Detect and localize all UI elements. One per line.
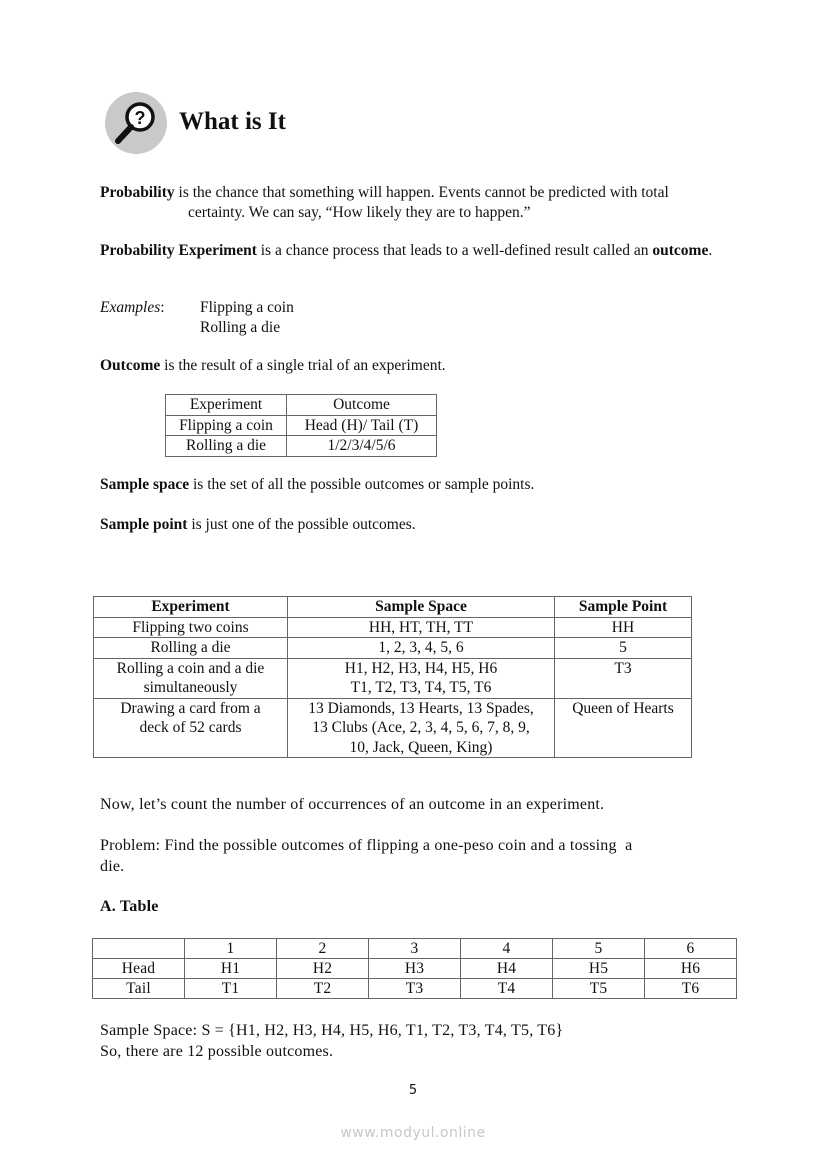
column-header: 5	[553, 939, 645, 959]
table-cell	[94, 638, 288, 659]
column-header: Sample Space	[288, 597, 555, 618]
definition-text: is the result of a single trial of an experiment.	[160, 357, 446, 374]
column-header	[93, 939, 185, 959]
problem-line: die.	[100, 857, 125, 875]
table-cell: 1/2/3/4/5/6	[287, 436, 437, 457]
column-header: 6	[645, 939, 737, 959]
table-cell	[94, 658, 288, 698]
magnifier-question-icon	[104, 91, 168, 155]
column-header: 3	[369, 939, 461, 959]
column-header: Experiment	[94, 597, 288, 618]
term: Sample space	[100, 476, 190, 493]
term: Probability	[100, 184, 175, 201]
probability-definition	[100, 183, 727, 223]
punctuation: :	[160, 299, 165, 316]
page-title: What is It	[179, 108, 286, 135]
term: Outcome	[100, 357, 161, 374]
table-cell	[288, 698, 555, 758]
table-cell: 5	[555, 638, 692, 659]
table-row	[94, 658, 692, 698]
counting-intro: Now, let’s count the number of occurrences of an outcome in an experiment.	[100, 796, 605, 813]
column-header: Outcome	[287, 395, 437, 416]
list-item: Flipping a coin	[200, 299, 294, 316]
cell-line: 1, 2, 3, 4, 5, 6	[378, 639, 464, 656]
term: outcome	[652, 242, 709, 259]
cell-line: Flipping two coins	[132, 618, 249, 636]
cell-line: 13 Diamonds, 13 Hearts, 13 Spades,	[308, 699, 534, 717]
examples-block	[100, 298, 165, 318]
table-row	[166, 436, 437, 457]
sample-space-statement: Sample Space: S = {H1, H2, H3, H4, H5, H6, T1, T2, T3, T4, T5, T6}	[100, 1022, 564, 1039]
sample-space-definition	[100, 475, 727, 495]
table-cell	[288, 658, 555, 698]
table-cell: T6	[645, 979, 737, 999]
outcome-definition	[100, 356, 727, 376]
cell-line: simultaneously	[143, 679, 238, 696]
outcome-count-statement: So, there are 12 possible outcomes.	[100, 1043, 334, 1060]
cell-line: Drawing a card from a	[120, 699, 261, 717]
conclusion	[100, 1020, 563, 1062]
term: Sample point	[100, 516, 188, 533]
outcomes-grid-table	[92, 938, 737, 999]
table-cell: H6	[645, 959, 737, 979]
table-cell: H3	[369, 959, 461, 979]
section-title: A. Table	[100, 898, 159, 915]
table-cell: HH	[555, 617, 692, 638]
table-cell: T3	[555, 658, 692, 698]
watermark: www.modyul.online	[340, 1125, 486, 1141]
row-header: Head	[93, 959, 185, 979]
table-row	[166, 415, 437, 436]
term: Probability Experiment	[100, 242, 257, 259]
table-cell: Head (H)/ Tail (T)	[287, 415, 437, 436]
cell-line: T1, T2, T3, T4, T5, T6	[350, 679, 492, 696]
problem-statement	[100, 836, 727, 877]
cell-line: Rolling a coin and a die	[116, 659, 265, 677]
table-cell: H1	[185, 959, 277, 979]
column-header: Sample Point	[555, 597, 692, 618]
table-row	[94, 617, 692, 638]
table-cell: T5	[553, 979, 645, 999]
cell-line: 13 Clubs (Ace, 2, 3, 4, 5, 6, 7, 8, 9,	[312, 719, 530, 736]
table-cell: T4	[461, 979, 553, 999]
table-cell: T1	[185, 979, 277, 999]
table-cell: T3	[369, 979, 461, 999]
definition-text: is a chance process that leads to a well-defined result called an	[256, 242, 653, 259]
cell-line: deck of 52 cards	[139, 719, 242, 736]
column-header: Experiment	[166, 395, 287, 416]
definition-text: is just one of the possible outcomes.	[187, 516, 416, 533]
cell-line: HH, HT, TH, TT	[368, 618, 474, 636]
column-header: 2	[277, 939, 369, 959]
table-header-row	[166, 395, 437, 416]
examples-label: Examples	[100, 299, 161, 316]
punctuation: .	[708, 242, 713, 259]
table-cell: H4	[461, 959, 553, 979]
table-cell	[94, 617, 288, 638]
list-item: Rolling a die	[200, 319, 281, 336]
table-cell: Queen of Hearts	[555, 698, 692, 758]
table-cell: H2	[277, 959, 369, 979]
table-row	[93, 959, 737, 979]
table-header-row	[93, 939, 737, 959]
definition-text: is the set of all the possible outcomes or sample points.	[189, 476, 535, 493]
definition-text: is the chance that something will happen. Events cannot be predicted with total	[174, 184, 669, 201]
probability-experiment-definition	[100, 241, 727, 261]
definition-text: certainty. We can say, “How likely they are to happen.”	[188, 204, 531, 221]
svg-text:?: ?	[134, 108, 146, 128]
column-header: 1	[185, 939, 277, 959]
examples-list	[200, 298, 294, 338]
table-cell	[288, 617, 555, 638]
table-header-row	[94, 597, 692, 618]
table-cell: H5	[553, 959, 645, 979]
cell-line: H1, H2, H3, H4, H5, H6	[344, 659, 498, 677]
column-header: 4	[461, 939, 553, 959]
table-cell: Rolling a die	[166, 436, 287, 457]
table-cell	[94, 698, 288, 758]
table-cell: T2	[277, 979, 369, 999]
row-header: Tail	[93, 979, 185, 999]
table-row	[94, 638, 692, 659]
cell-line: 10, Jack, Queen, King)	[349, 738, 493, 756]
table-cell	[288, 638, 555, 659]
cell-line: Rolling a die	[150, 639, 231, 656]
table-row	[93, 979, 737, 999]
table-row	[94, 698, 692, 758]
problem-line: Problem: Find the possible outcomes of flipping a one-peso coin and a tossing a	[100, 837, 633, 854]
outcome-table	[165, 394, 437, 457]
page-number: 5	[408, 1083, 418, 1098]
sample-point-definition	[100, 515, 727, 535]
table-cell: Flipping a coin	[166, 415, 287, 436]
sample-space-table	[93, 596, 692, 758]
